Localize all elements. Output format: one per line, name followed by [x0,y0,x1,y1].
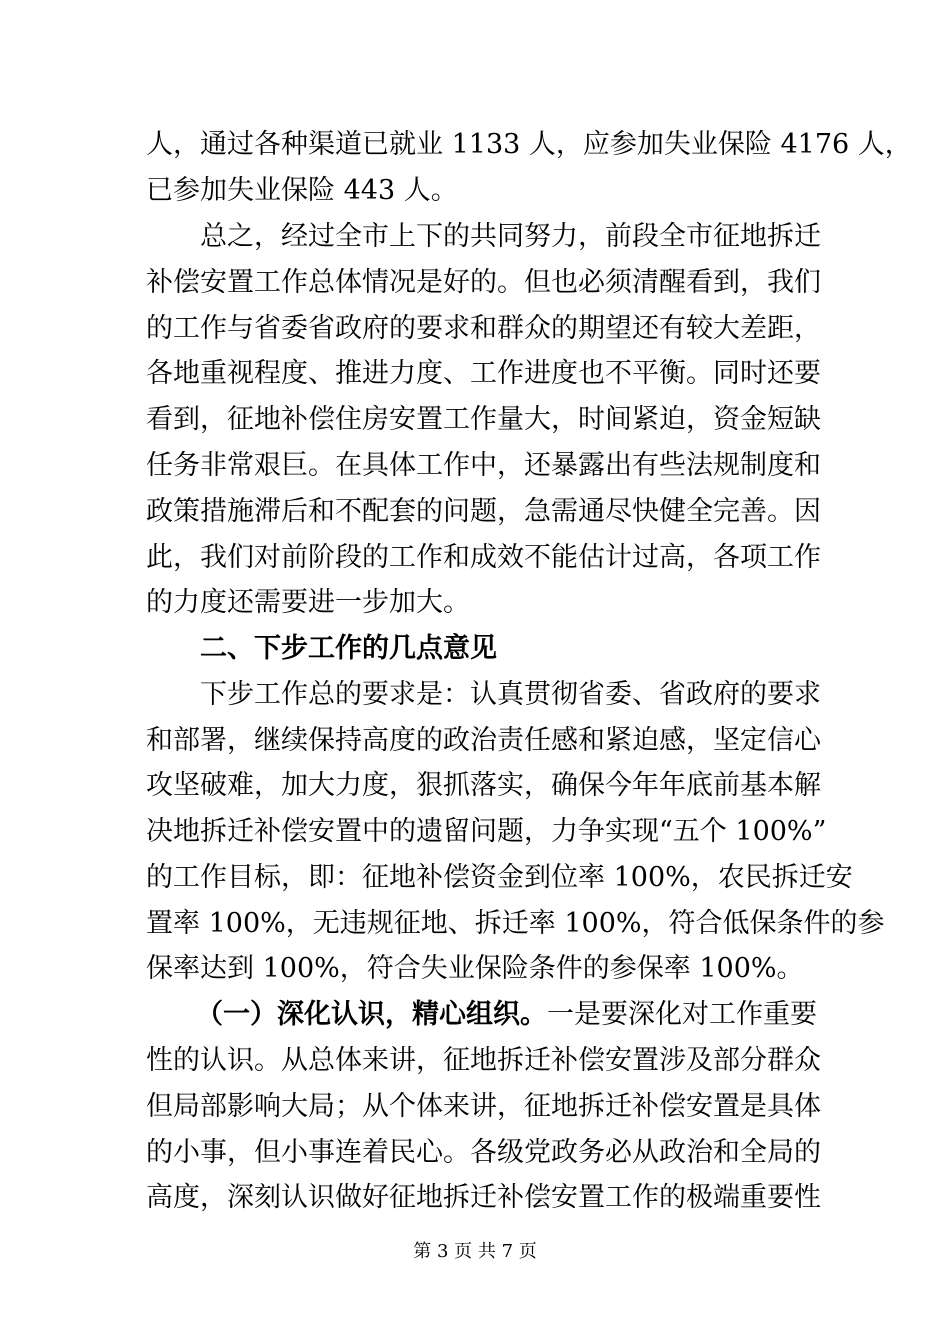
body-text-line: 保率达到 100%，符合失业保险条件的参保率 100%。 [146,953,804,984]
body-text-line: 但局部影响大局；从个体来讲，征地拆迁补偿安置是具体 [146,1091,821,1122]
body-text-line: 政策措施滞后和不配套的问题，急需通尽快健全完善。因 [146,496,821,527]
body-text-line: 的力度还需要进一步加大。 [146,587,470,618]
body-text-line: 置率 100%，无违规征地、拆迁率 100%，符合低保条件的参 [146,908,885,939]
body-text-line: 性的认识。从总体来讲，征地拆迁补偿安置涉及部分群众 [146,1045,821,1076]
body-text-line: 的小事，但小事连着民心。各级党政务必从政治和全局的 [146,1137,821,1168]
body-text-span: 一是要深化对工作重要 [547,999,817,1030]
body-text-line: 高度，深刻认识做好征地拆迁补偿安置工作的极端重要性 [146,1182,821,1213]
body-text-line: 各地重视程度、推进力度、工作进度也不平衡。同时还要 [146,358,821,389]
body-text-line: 任务非常艰巨。在具体工作中，还暴露出有些法规制度和 [146,450,821,481]
body-text-line: 和部署，继续保持高度的政治责任感和紧迫感，坚定信心 [146,725,821,756]
page-footer: 第 3 页 共 7 页 [413,1241,537,1262]
body-text-line: 总之，经过全市上下的共同努力，前段全市征地拆迁 [200,221,821,252]
body-text-line: 人，通过各种渠道已就业 1133 人，应参加失业保险 4176 人， [146,129,912,160]
body-text-line: 已参加失业保险 443 人。 [146,175,458,206]
body-text-line: 看到，征地补偿住房安置工作量大，时间紧迫，资金短缺 [146,404,821,435]
body-text-line: 攻坚破难，加大力度，狠抓落实，确保今年年底前基本解 [146,770,821,801]
body-text-line: 决地拆迁补偿安置中的遗留问题，力争实现“五个 100%” [146,816,827,847]
body-text-line: 下步工作总的要求是：认真贯彻省委、省政府的要求 [200,679,821,710]
subsection-heading: （一）深化认识，精心组织。 [196,999,547,1030]
section-heading: 二、下步工作的几点意见 [200,633,497,664]
body-text-line: 补偿安置工作总体情况是好的。但也必须清醒看到，我们 [146,267,821,298]
body-text-line: 此，我们对前阶段的工作和成效不能估计过高，各项工作 [146,542,821,573]
body-text-line: 的工作目标，即：征地补偿资金到位率 100%，农民拆迁安 [146,862,853,893]
body-text-line: 的工作与省委省政府的要求和群众的期望还有较大差距， [146,313,821,344]
subsection-first-line [196,998,817,1032]
